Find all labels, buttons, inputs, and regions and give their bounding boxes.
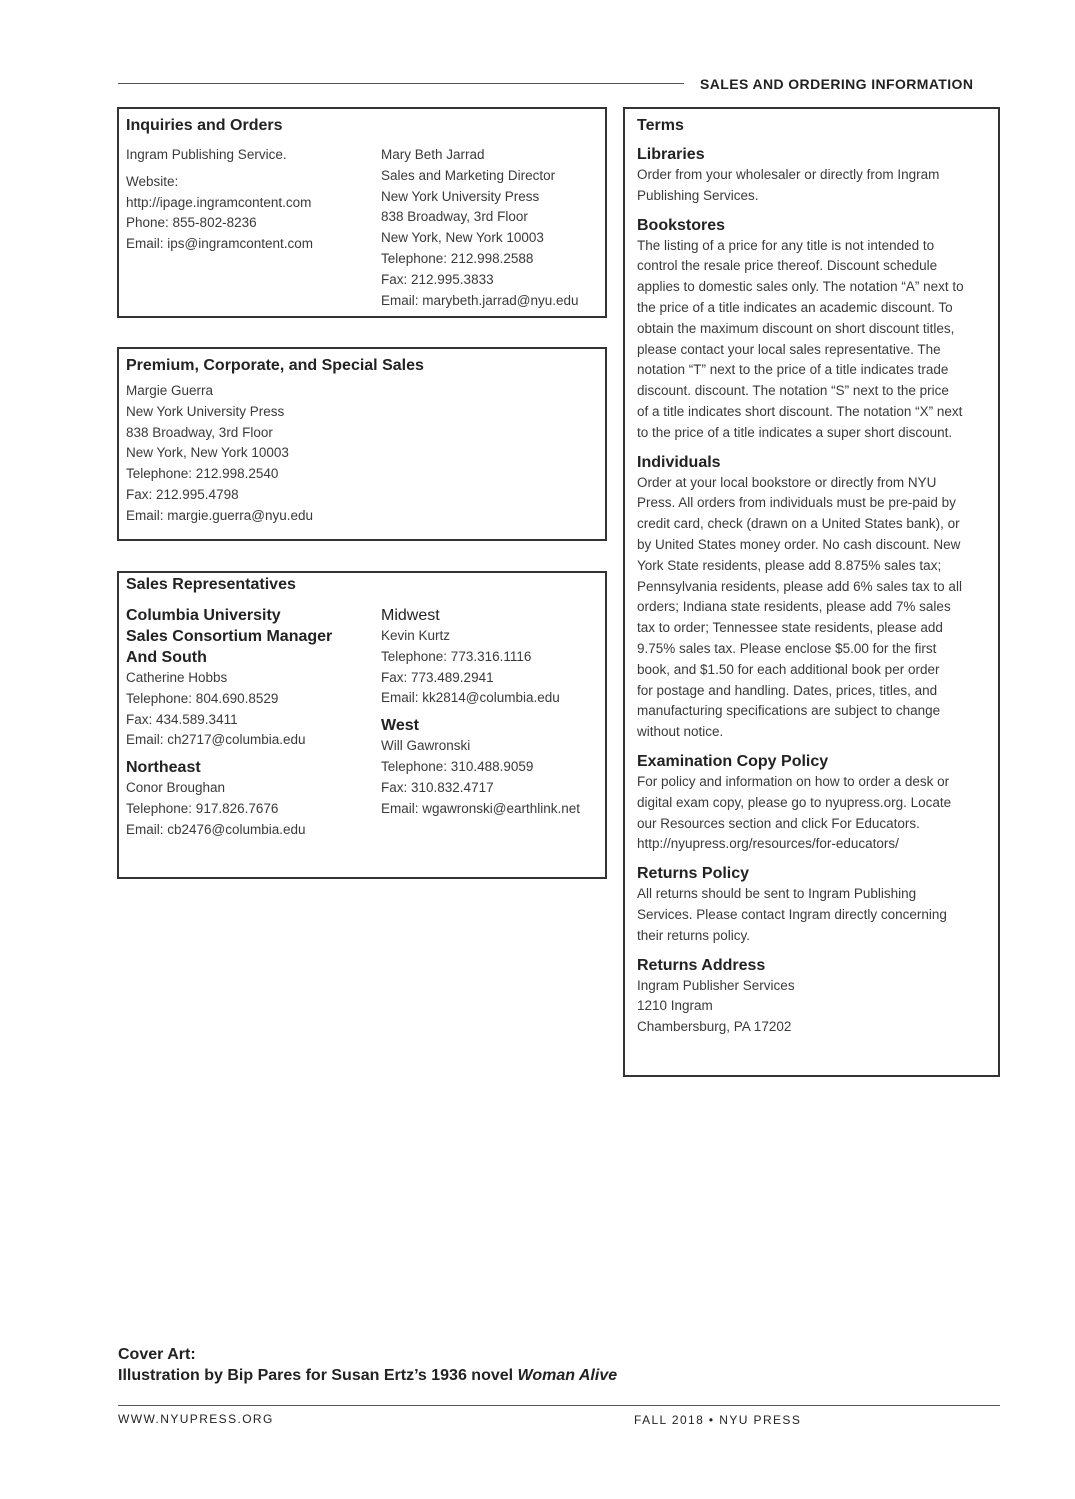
terms-line: Publishing Services. — [637, 187, 759, 203]
rep-fax: Fax: 310.832.4717 — [381, 779, 494, 795]
terms-line: tax to order; Tennessee state residents, please add — [637, 620, 943, 636]
columbia-heading: Sales Consortium Manager — [126, 628, 333, 645]
terms-line: All returns should be sent to Ingram Publishing — [637, 886, 917, 902]
ingram-name: Ingram Publishing Service. — [126, 147, 287, 162]
terms-line: to the price of a title indicates a super short discount. — [637, 424, 953, 440]
rep-phone: Telephone: 917.826.7676 — [126, 800, 279, 816]
contact-line: New York, New York 10003 — [381, 230, 544, 246]
columbia-heading: Columbia University — [126, 607, 281, 624]
section-title: SALES AND ORDERING INFORMATION — [700, 76, 974, 92]
terms-line: manufacturing specifications are subject to change — [637, 703, 941, 719]
rep-name: Will Gawronski — [381, 738, 471, 754]
contact-line: Sales and Marketing Director — [381, 167, 556, 183]
terms-line: applies to domestic sales only. The notation “A” next to — [637, 279, 964, 295]
rep-name: Kevin Kurtz — [381, 628, 451, 643]
terms-line: discount. discount. The notation “S” next to the price — [637, 383, 949, 399]
rep-email[interactable]: Email: cb2476@columbia.edu — [126, 821, 306, 837]
novel-title: Woman Alive — [517, 1367, 618, 1384]
contact-line: Fax: 212.995.3833 — [381, 271, 494, 287]
terms-line: credit card, check (drawn on a United States bank), or — [637, 516, 960, 532]
terms-title: Terms — [637, 117, 684, 134]
rep-phone: Telephone: 773.316.1116 — [381, 648, 532, 664]
cover-art-label: Cover Art: — [118, 1346, 196, 1363]
reps-left-column — [126, 605, 371, 841]
terms-line: Press. All orders from individuals must be pre-paid by — [637, 495, 956, 511]
terms-line: digital exam copy, please go to nyupress.org. Locate — [637, 794, 952, 810]
ingram-email[interactable]: Email: ips@ingramcontent.com — [126, 236, 314, 252]
bookstores-heading: Bookstores — [637, 216, 726, 234]
contact-line: New York University Press — [381, 188, 540, 204]
terms-line: Order from your wholesaler or directly from Ingram — [637, 167, 940, 182]
contact-email[interactable]: Email: marybeth.jarrad@nyu.edu — [381, 292, 579, 308]
cover-art-description: Illustration by Bip Pares for Susan Ertz’s 1936 novel — [118, 1367, 518, 1384]
terms-line: of a title indicates short discount. The notation “X” next — [637, 403, 963, 419]
website-label: Website: — [126, 173, 179, 189]
terms-line: Order at your local bookstore or directly from NYU — [637, 474, 937, 490]
premium-title: Premium, Corporate, and Special Sales — [126, 357, 424, 374]
rep-fax: Fax: 434.589.3411 — [126, 711, 238, 727]
cover-art-text — [118, 1365, 617, 1386]
libraries-heading: Libraries — [637, 146, 705, 163]
contact-line: Telephone: 212.998.2588 — [381, 250, 534, 266]
ingram-phone: Phone: 855-802-8236 — [126, 215, 257, 231]
terms-line: book, and $1.50 for each additional book per order — [637, 661, 940, 677]
rep-name: Conor Broughan — [126, 780, 226, 796]
reps-title: Sales Representatives — [126, 576, 296, 593]
website-link[interactable]: http://ipage.ingramcontent.com — [126, 194, 312, 210]
individuals-heading: Individuals — [637, 453, 721, 471]
contact-email[interactable]: Email: margie.guerra@nyu.edu — [126, 507, 314, 523]
address-line: 1210 Ingram — [637, 998, 713, 1014]
inquiries-left-column — [126, 145, 366, 255]
rep-phone: Telephone: 804.690.8529 — [126, 690, 279, 706]
reps-right-column — [381, 605, 603, 819]
terms-line: obtain the maximum discount on short discount titles, — [637, 320, 955, 336]
northeast-heading: Northeast — [126, 759, 201, 777]
footer-issue: FALL 2018 • NYU PRESS — [634, 1413, 802, 1427]
header-rule — [118, 83, 684, 84]
terms-line: control the resale price thereof. Discount schedule — [637, 258, 938, 274]
footer-website[interactable]: WWW.NYUPRESS.ORG — [118, 1412, 274, 1426]
footer-rule — [118, 1405, 1000, 1406]
inquiries-right-column — [381, 145, 606, 311]
contact-line: New York, New York 10003 — [126, 445, 289, 461]
inquiries-title: Inquiries and Orders — [126, 117, 283, 134]
address-line: Ingram Publisher Services — [637, 977, 795, 993]
returns-policy-heading: Returns Policy — [637, 865, 750, 883]
terms-line: for postage and handling. Dates, prices, titles, and — [637, 682, 938, 698]
terms-line: without notice. — [637, 724, 724, 740]
contact-line: Margie Guerra — [126, 383, 214, 398]
terms-line: For policy and information on how to order a desk or — [637, 773, 950, 789]
address-line: Chambersburg, PA 17202 — [637, 1019, 792, 1035]
terms-line: Services. Please contact Ingram directly concerning — [637, 906, 947, 922]
inquiries-box — [117, 107, 607, 318]
educators-link[interactable]: http://nyupress.org/resources/for-educators/ — [637, 836, 899, 852]
terms-line: our Resources section and click For Educators. — [637, 815, 920, 831]
exam-copy-heading: Examination Copy Policy — [637, 752, 829, 770]
rep-fax: Fax: 773.489.2941 — [381, 669, 494, 685]
contact-line: 838 Broadway, 3rd Floor — [126, 424, 273, 440]
terms-line: please contact your local sales representative. The — [637, 341, 941, 357]
terms-line: York State residents, please add 8.875% sales tax; — [637, 557, 942, 573]
columbia-heading: And South — [126, 649, 207, 666]
west-heading: West — [381, 717, 419, 735]
contact-line: Mary Beth Jarrad — [381, 147, 485, 162]
terms-line: orders; Indiana state residents, please add 7% sales — [637, 599, 951, 615]
cover-art-credit — [118, 1344, 617, 1386]
midwest-heading: Midwest — [381, 607, 440, 624]
terms-line: Pennsylvania residents, please add 6% sales tax to all — [637, 578, 962, 594]
rep-phone: Telephone: 310.488.9059 — [381, 758, 534, 774]
contact-line: 838 Broadway, 3rd Floor — [381, 209, 528, 225]
terms-line: by United States money order. No cash discount. New — [637, 536, 961, 552]
terms-line: notation “T” next to the price of a title indicates trade — [637, 362, 949, 378]
premium-sales-box — [117, 347, 607, 541]
returns-address-heading: Returns Address — [637, 956, 766, 974]
terms-box — [623, 107, 1000, 1077]
rep-email[interactable]: Email: ch2717@columbia.edu — [126, 732, 306, 748]
rep-name: Catherine Hobbs — [126, 670, 228, 685]
contact-line: Telephone: 212.998.2540 — [126, 466, 279, 482]
terms-line: The listing of a price for any title is not intended to — [637, 237, 935, 253]
sales-reps-box — [117, 571, 607, 879]
rep-email[interactable]: Email: wgawronski@earthlink.net — [381, 800, 581, 816]
contact-line: Fax: 212.995.4798 — [126, 486, 239, 502]
terms-line: 9.75% sales tax. Please enclose $5.00 for the first — [637, 640, 937, 656]
terms-line: the price of a title indicates an academic discount. To — [637, 299, 953, 315]
terms-line: their returns policy. — [637, 927, 751, 943]
rep-email[interactable]: Email: kk2814@columbia.edu — [381, 690, 560, 706]
contact-line: New York University Press — [126, 403, 285, 419]
